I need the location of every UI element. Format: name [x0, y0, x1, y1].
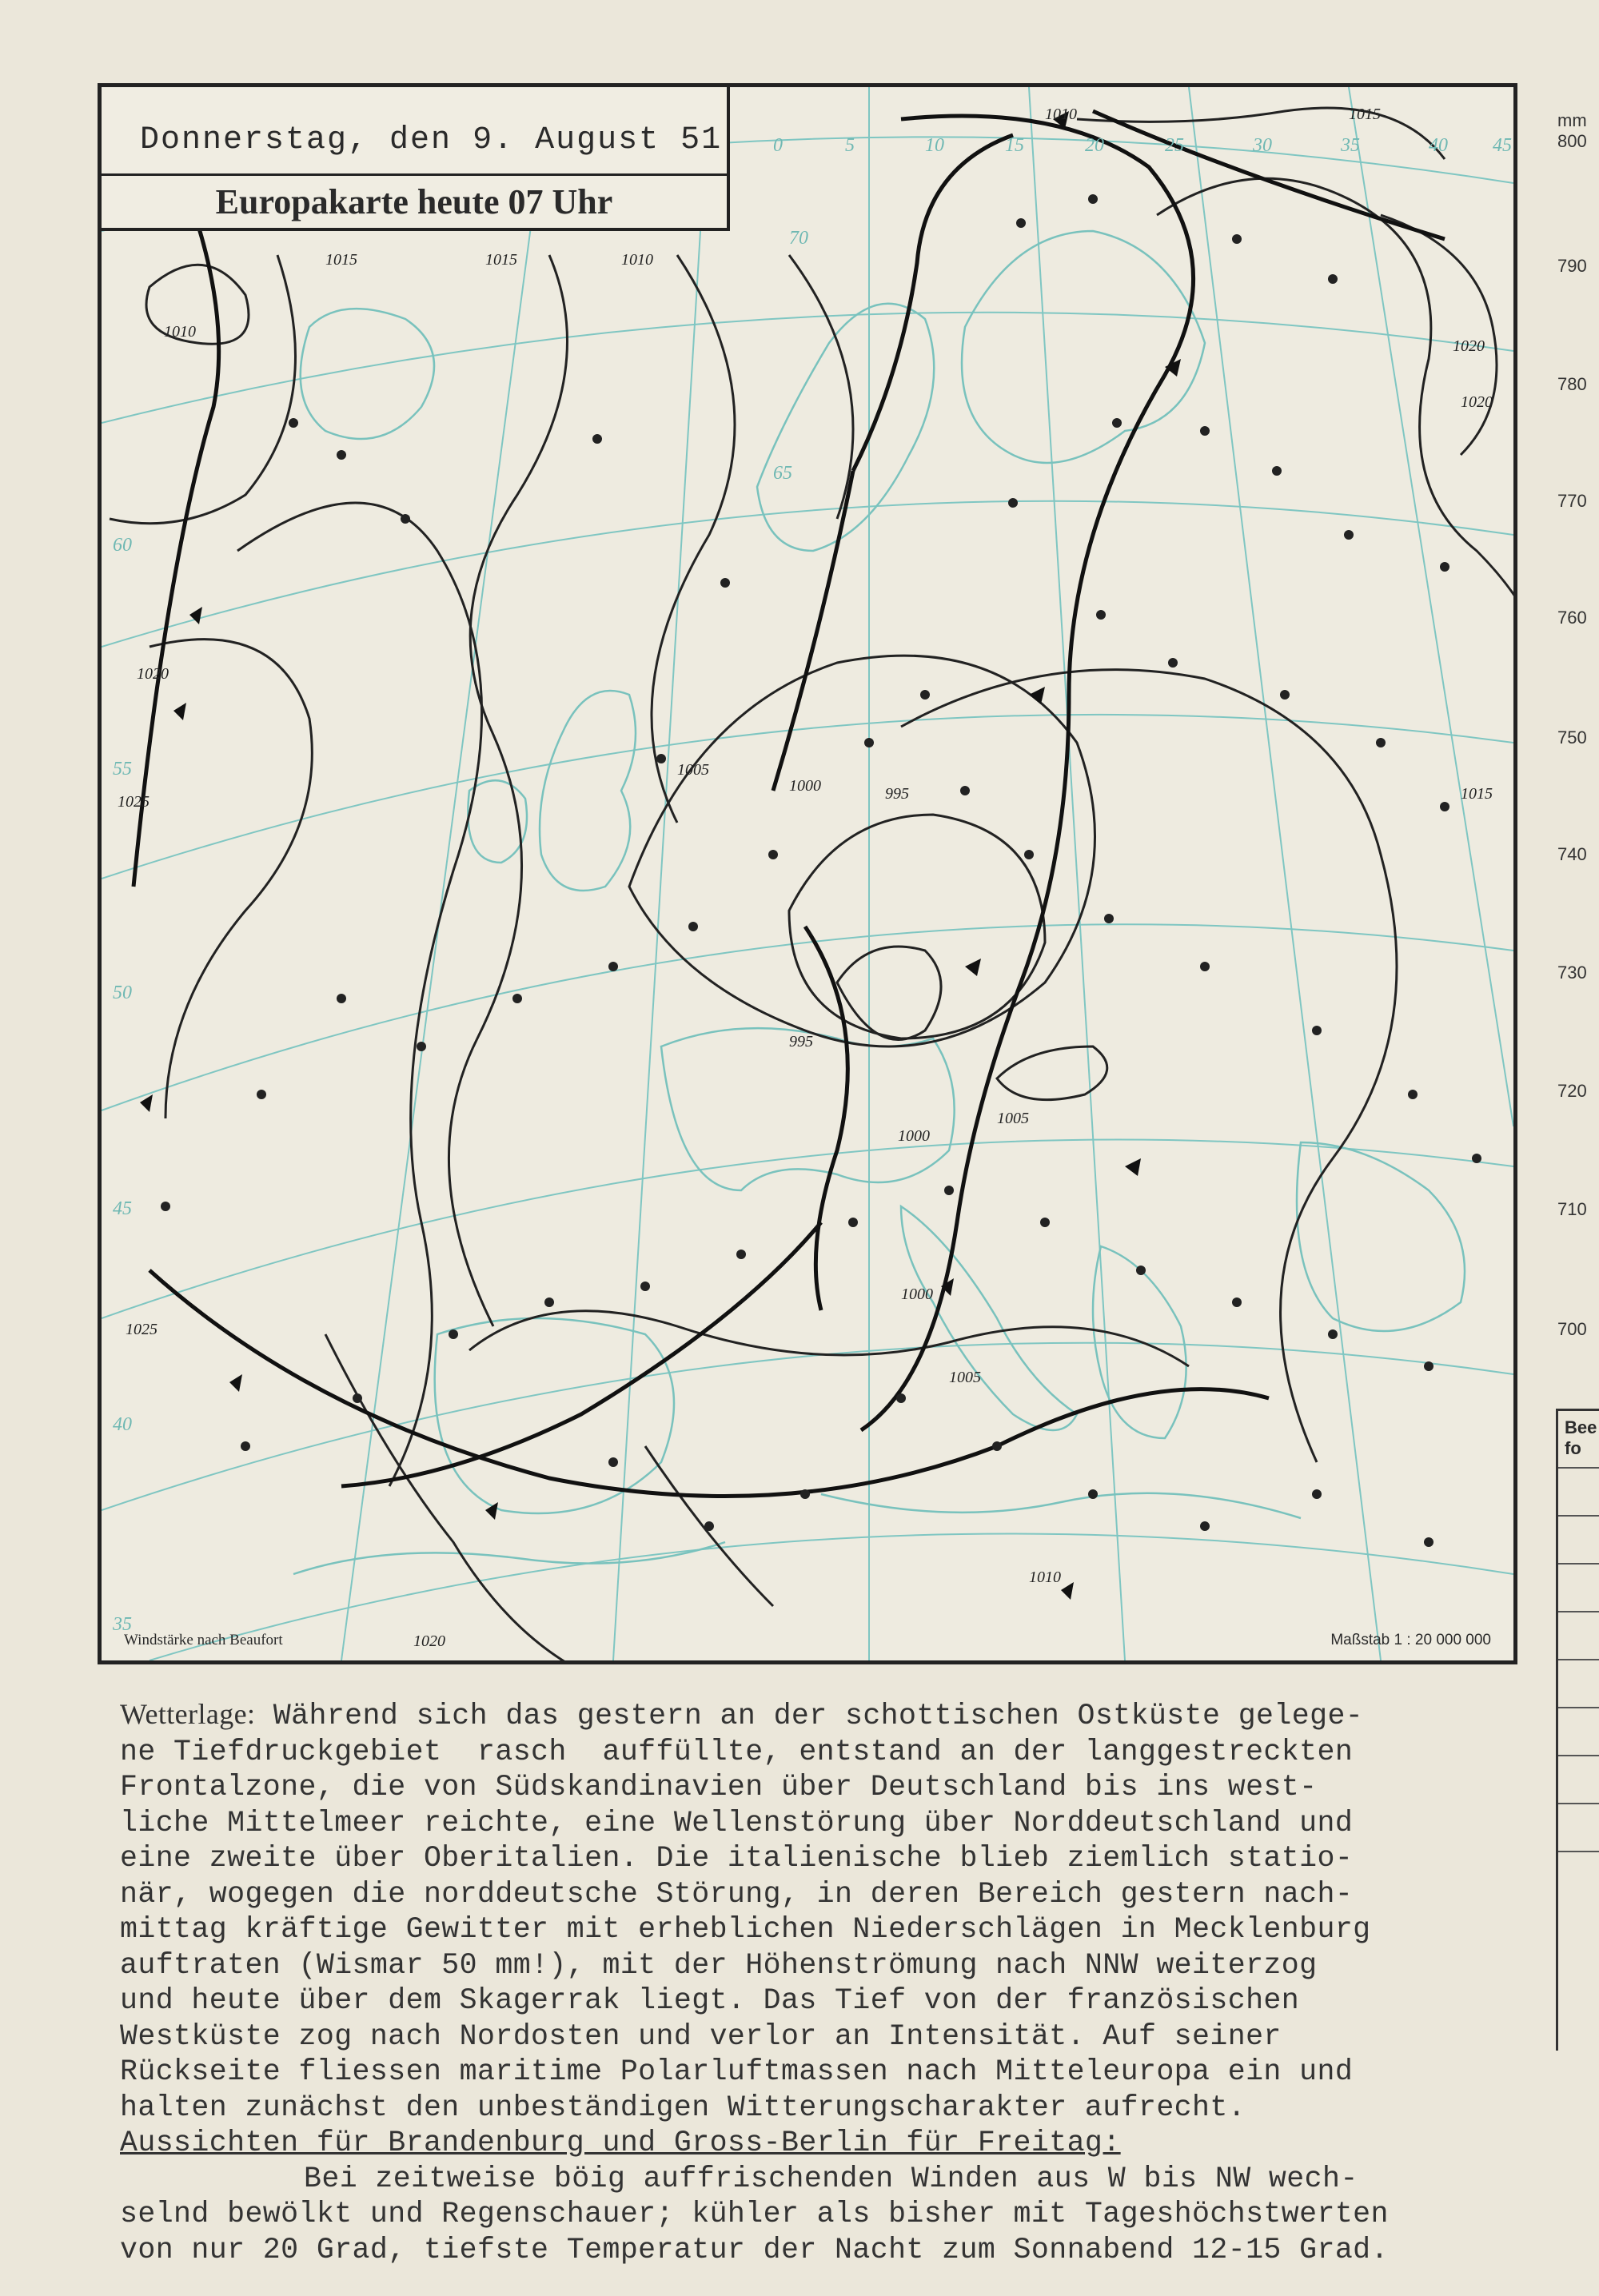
lon-label: 10 [925, 135, 944, 156]
isobar-label: 1020 [1461, 393, 1493, 411]
table-row [1558, 1611, 1599, 1612]
isobar-label: 1010 [621, 251, 653, 269]
lat-label: 65 [773, 463, 792, 484]
scale-tick: 700 [1557, 1319, 1587, 1339]
lat-label: 45 [113, 1198, 132, 1219]
lon-label: 45 [1493, 135, 1512, 156]
isobar-label: 1020 [137, 665, 169, 683]
report-line: mittag kräftige Gewitter mit erheblichen Niederschlägen in Mecklenburg [120, 1913, 1371, 1946]
scale-tick: 770 [1557, 491, 1587, 511]
isobar-label: 1010 [164, 323, 196, 341]
isobar-label: 1005 [677, 761, 709, 779]
isobars [110, 108, 1513, 1660]
isobar-label: 995 [885, 785, 909, 803]
isobar-label: 995 [789, 1033, 813, 1050]
lon-label: 20 [1085, 135, 1104, 156]
forecast-line: Bei zeitweise böig auffrischenden Winden aus W bis NW wech- [304, 2162, 1358, 2195]
table-row [1558, 1707, 1599, 1708]
isobar-label: 1015 [485, 251, 517, 269]
graticule-labels [112, 135, 1512, 1635]
report-line: eine zweite über Oberitalien. Die italienische blieb ziemlich statio- [120, 1842, 1354, 1875]
table-row [1558, 1563, 1599, 1565]
report-line: auftraten (Wismar 50 mm!), mit der Höhenströmung nach NNW weiterzog [120, 1948, 1318, 1982]
isobar-label: 1025 [126, 1321, 158, 1338]
isobar-label: 1005 [997, 1110, 1029, 1127]
table-row [1558, 1659, 1599, 1660]
lon-label: 25 [1165, 135, 1184, 156]
isobar-label: 1025 [118, 793, 150, 811]
lat-label: 35 [113, 1614, 132, 1635]
isobar-label: 1010 [1045, 106, 1077, 123]
lat-label: 40 [113, 1414, 132, 1435]
report-line: halten zunächst den unbeständigen Witterungscharakter aufrecht. [120, 2091, 1246, 2124]
lon-label: 40 [1429, 135, 1448, 156]
scale-tick: 800 [1557, 131, 1587, 151]
lon-label: 30 [1253, 135, 1272, 156]
lat-label: 70 [789, 228, 808, 249]
table-row [1558, 1755, 1599, 1756]
lat-label: 60 [113, 535, 132, 556]
report-line-1 [120, 1696, 1559, 1735]
europe-weather-map [98, 83, 1517, 1664]
scale-note: Maßstab 1 : 20 000 000 [1330, 1632, 1491, 1648]
map-graphic [102, 87, 1513, 1660]
scale-tick: 730 [1557, 963, 1587, 983]
scale-tick: 720 [1557, 1081, 1587, 1101]
isobar-labels [118, 106, 1493, 1650]
scale-tick: 780 [1557, 374, 1587, 394]
report-text: Während sich das gestern an der schottischen Ostküste gelege- [273, 1700, 1364, 1732]
table-row [1558, 1467, 1599, 1469]
lat-label: 55 [113, 759, 132, 779]
isobar-label: 1005 [949, 1369, 981, 1386]
report-line: Rückseite fliessen maritime Polarluftmassen nach Mitteleuropa ein und [120, 2055, 1354, 2088]
forecast-heading: Aussichten für Brandenburg und Gross-Berlin für Freitag: [120, 2127, 1121, 2159]
report-line: Westküste zog nach Nordosten und verlor an Intensität. Auf seiner [120, 2019, 1282, 2053]
fronts [134, 111, 1445, 1497]
isobar-label: 1020 [413, 1632, 445, 1650]
report-line: und heute über dem Skagerrak liegt. Das Tief von der französischen [120, 1984, 1300, 2017]
report-line: när, wogegen die norddeutsche Störung, in deren Bereich gestern nach- [120, 1877, 1354, 1911]
isobar-label: 1000 [898, 1127, 930, 1145]
isobar-label: 1015 [325, 251, 357, 269]
isobar-label: 1015 [1461, 785, 1493, 803]
lon-label: 15 [1005, 135, 1024, 156]
lat-label: 50 [113, 983, 132, 1003]
map-title-box [102, 87, 730, 231]
forecast-line: von nur 20 Grad, tiefste Temperatur der Nacht zum Sonnabend 12-15 Grad. [120, 2233, 1389, 2266]
isobar-label: 1020 [1453, 337, 1485, 355]
map-date: Donnerstag, den 9. August 51 [140, 122, 723, 158]
wind-note: Windstärke nach Beaufort [124, 1632, 283, 1648]
lon-label: 35 [1341, 135, 1360, 156]
forecast-line: selnd bewölkt und Regenschauer; kühler als bisher mit Tageshöchstwerten [120, 2198, 1389, 2230]
scale-tick: 790 [1557, 256, 1587, 276]
isobar-label: 1000 [901, 1286, 933, 1303]
report-line: Frontalzone, die von Südskandinavien über Deutschland bis ins west- [120, 1771, 1318, 1804]
observation-table-fragment [1556, 1409, 1599, 2051]
table-header: Bee fo [1565, 1417, 1597, 1458]
weather-report [120, 1696, 1559, 2268]
table-row [1558, 1803, 1599, 1804]
lon-label: 5 [845, 135, 855, 156]
table-row [1558, 1851, 1599, 1852]
lon-label: 0 [773, 135, 783, 156]
isobar-label: 1015 [1349, 106, 1381, 123]
scale-tick: 710 [1557, 1199, 1587, 1219]
report-line: liche Mittelmeer reichte, eine Wellenstörung über Norddeutschland und [120, 1806, 1354, 1840]
table-row [1558, 1515, 1599, 1517]
scale-unit: mm [1557, 110, 1587, 130]
isobar-label: 1010 [1029, 1569, 1061, 1586]
title-divider [102, 173, 727, 176]
pressure-scale [1543, 0, 1599, 1519]
map-title: Europakarte heute 07 Uhr [215, 182, 613, 221]
scale-tick: 740 [1557, 844, 1587, 864]
scale-tick: 760 [1557, 608, 1587, 628]
scale-tick: 750 [1557, 727, 1587, 747]
isobar-label: 1000 [789, 777, 821, 795]
report-label: Wetterlage: [120, 1698, 256, 1730]
report-line: ne Tiefdruckgebiet rasch auffüllte, entstand an der langgestreckten [120, 1735, 1354, 1768]
